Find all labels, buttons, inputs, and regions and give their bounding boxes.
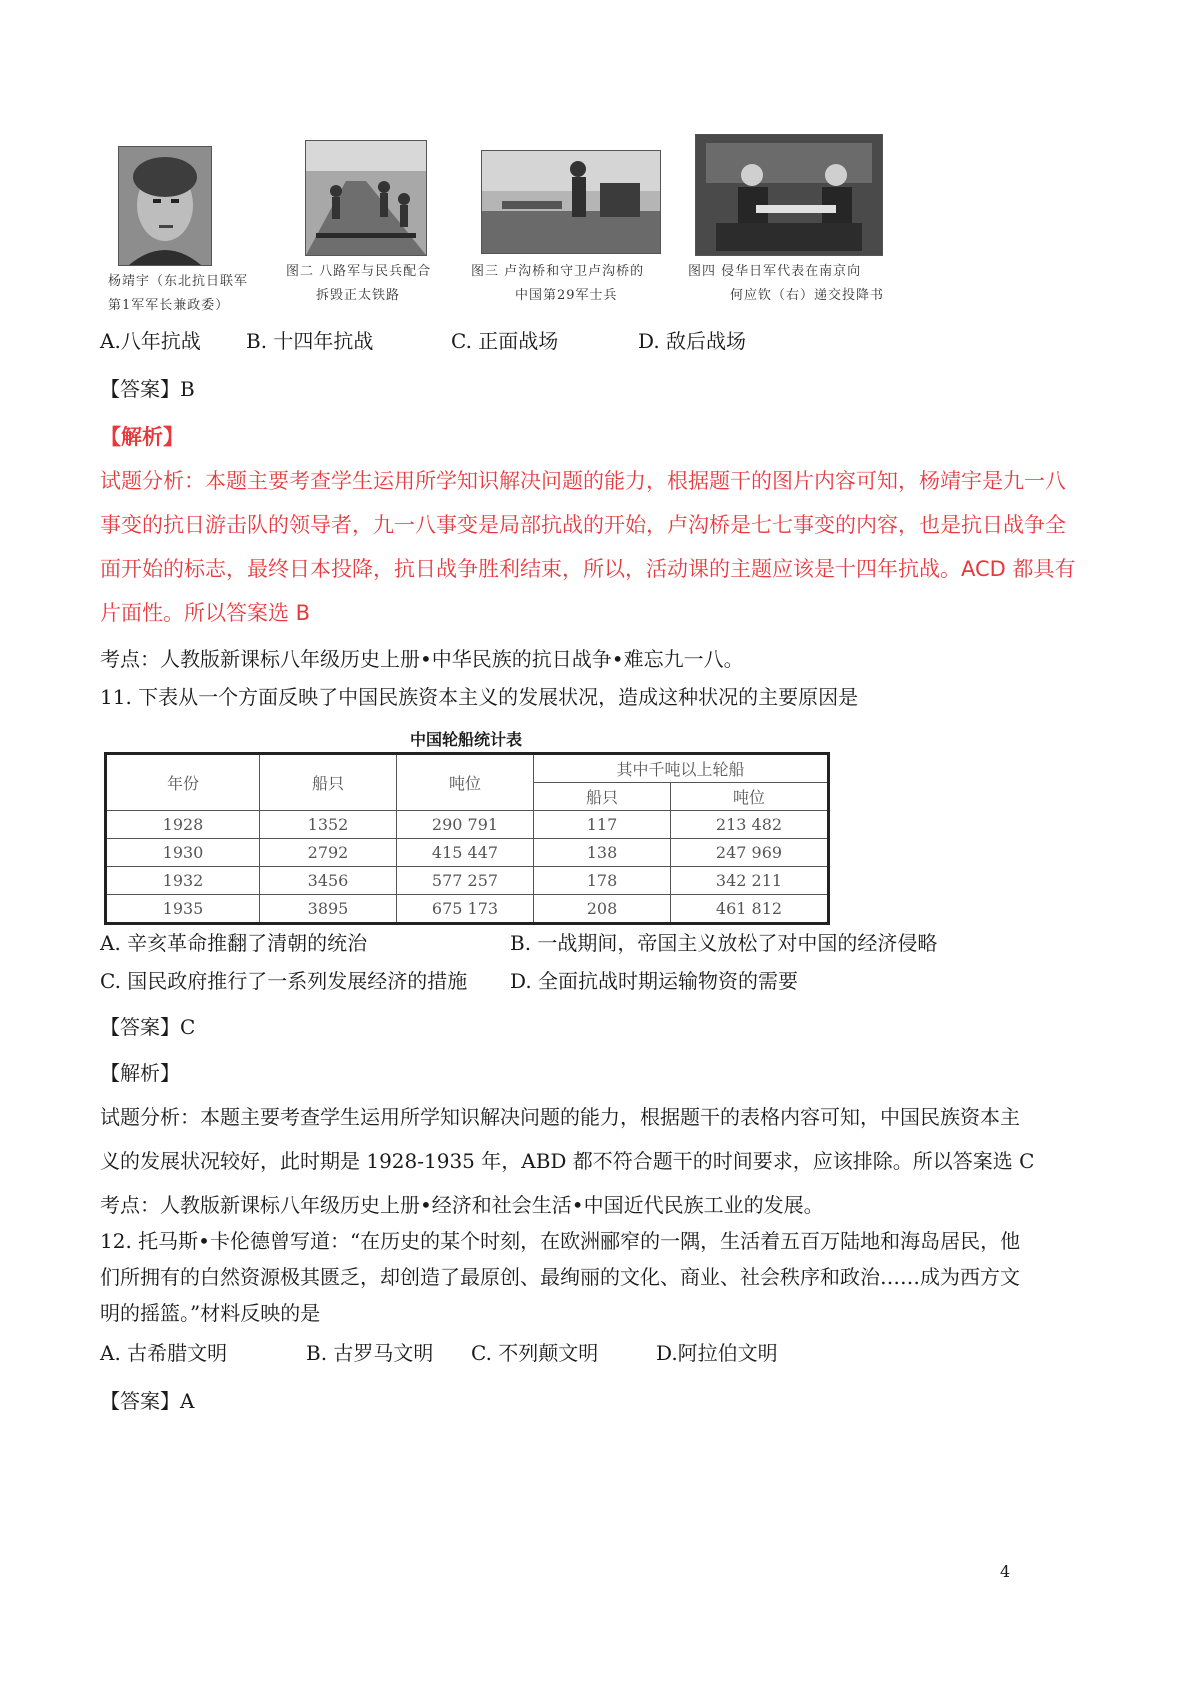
cell: 290 791 <box>397 811 534 839</box>
q10-analysis-line: 片面性。所以答案选 B <box>100 601 311 625</box>
q10-analysis-line: 面开始的标志，最终日本投降，抗日战争胜利结束，所以，活动课的主题应该是十四年抗战。ACD 都具有 <box>100 557 1076 581</box>
table-row <box>106 895 829 924</box>
cell: 117 <box>534 811 671 839</box>
table-title: 中国轮船统计表 <box>410 730 523 749</box>
cell: 1928 <box>106 811 260 839</box>
q12-answer: 【答案】A <box>100 1389 195 1413</box>
q12-stem-line: 们所拥有的白然资源极其匮乏，却创造了最原创、最绚丽的文化、商业、社会秩序和政治……成为西方文 <box>100 1265 1020 1289</box>
q12-option-a: A. 古希腊文明 <box>100 1341 228 1365</box>
cell: 208 <box>534 895 671 924</box>
cell: 415 447 <box>397 839 534 867</box>
cell: 1932 <box>106 867 260 895</box>
cell: 342 211 <box>671 867 829 895</box>
caption-3: 图三 卢沟桥和守卫卢沟桥的 中国第29军士兵 <box>471 264 645 303</box>
cell: 213 482 <box>671 811 829 839</box>
q11-kaodian: 考点：人教版新课标八年级历史上册•经济和社会生活•中国近代民族工业的发展。 <box>100 1193 824 1217</box>
q10-answer: 【答案】B <box>100 377 195 401</box>
header-tonnage: 吨位 <box>397 754 534 811</box>
q11-option-a: A. 辛亥革命推翻了清朝的统治 <box>100 931 368 955</box>
photo-surrender <box>695 134 883 256</box>
header-ships: 船只 <box>260 754 397 811</box>
photo-lugou-bridge <box>481 150 661 254</box>
cell: 178 <box>534 867 671 895</box>
q12-stem-line: 12. 托马斯•卡伦德曾写道：“在历史的某个时刻，在欧洲郦窄的一隅，生活着五百万陆地和海岛居民，他 <box>100 1229 1021 1253</box>
q11-stem: 11. 下表从一个方面反映了中国民族资本主义的发展状况，造成这种状况的主要原因是 <box>100 685 859 709</box>
cell: 3895 <box>260 895 397 924</box>
header-sub-ships: 船只 <box>534 783 671 811</box>
q11-analysis-title: 【解析】 <box>100 1061 180 1085</box>
q11-analysis-line: 义的发展状况较好，此时期是 1928-1935 年，ABD 都不符合题干的时间要求，应该排除。所以答案选 C <box>100 1149 1035 1173</box>
q10-analysis-line: 试题分析：本题主要考查学生运用所学知识解决问题的能力，根据题干的图片内容可知，杨靖宇是九一八 <box>100 469 1066 493</box>
header-group: 其中千吨以上轮船 <box>534 754 829 783</box>
photo-yang-jingyu <box>118 146 212 266</box>
cell: 1935 <box>106 895 260 924</box>
q12-option-d: D.阿拉伯文明 <box>656 1341 778 1365</box>
table-row <box>106 811 829 839</box>
q11-option-c: C. 国民政府推行了一系列发展经济的措施 <box>100 969 468 993</box>
q12-stem-line: 明的摇篮。”材料反映的是 <box>100 1301 321 1325</box>
photo-railway-destruction <box>305 140 427 256</box>
q12-option-b: B. 古罗马文明 <box>306 1341 434 1365</box>
q11-answer: 【答案】C <box>100 1015 196 1039</box>
caption-2: 图二 八路军与民兵配合 拆毁正太铁路 <box>286 264 432 303</box>
cell: 247 969 <box>671 839 829 867</box>
table-row <box>106 867 829 895</box>
q10-kaodian: 考点：人教版新课标八年级历史上册•中华民族的抗日战争•难忘九一八。 <box>100 647 744 671</box>
q10-option-d: D. 敌后战场 <box>638 329 747 353</box>
cell: 3456 <box>260 867 397 895</box>
cell: 577 257 <box>397 867 534 895</box>
q10-option-b: B. 十四年抗战 <box>246 329 374 353</box>
header-sub-tonnage: 吨位 <box>671 783 829 811</box>
ship-statistics-table <box>104 752 830 925</box>
cell: 1930 <box>106 839 260 867</box>
cell: 2792 <box>260 839 397 867</box>
cell: 675 173 <box>397 895 534 924</box>
q11-analysis-line: 试题分析：本题主要考查学生运用所学知识解决问题的能力，根据题干的表格内容可知，中国民族资本主 <box>100 1105 1020 1129</box>
caption-1: 杨靖宇（东北抗日联军 第1军军长兼政委） <box>108 274 249 313</box>
q10-option-c: C. 正面战场 <box>451 329 559 353</box>
q10-analysis-line: 事变的抗日游击队的领导者，九一八事变是局部抗战的开始，卢沟桥是七七事变的内容，也是抗日战争全 <box>100 513 1066 537</box>
cell: 138 <box>534 839 671 867</box>
cell: 1352 <box>260 811 397 839</box>
q11-option-d: D. 全面抗战时期运输物资的需要 <box>510 969 799 993</box>
q10-option-a: A.八年抗战 <box>100 329 201 353</box>
page-number: 4 <box>1000 1562 1011 1581</box>
caption-4: 图四 侵华日军代表在南京向 何应钦（右）递交投降书 <box>688 264 885 303</box>
cell: 461 812 <box>671 895 829 924</box>
table-row <box>106 839 829 867</box>
q12-option-c: C. 不列颠文明 <box>471 1341 599 1365</box>
q10-analysis-title: 【解析】 <box>100 425 184 449</box>
q11-option-b: B. 一战期间，帝国主义放松了对中国的经济侵略 <box>510 931 938 955</box>
header-year: 年份 <box>106 754 260 811</box>
